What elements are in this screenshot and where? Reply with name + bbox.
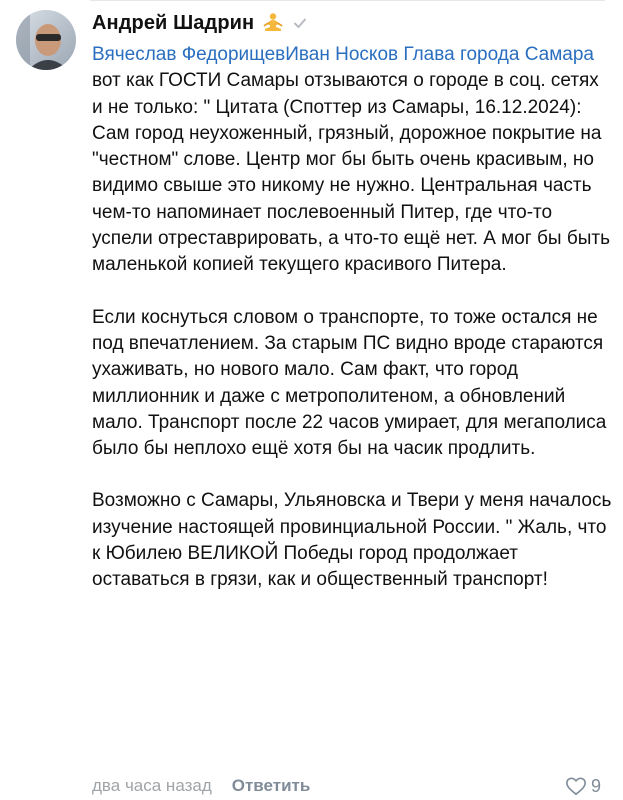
meditating-person-icon: [262, 12, 284, 34]
author-name[interactable]: Андрей Шадрин: [92, 11, 255, 34]
comment-text: [92, 42, 612, 594]
divider: [90, 0, 605, 1]
like-count: 9: [590, 775, 601, 796]
paragraph-1: [92, 42, 612, 279]
checkmark-icon: [292, 15, 308, 31]
like-button[interactable]: [565, 772, 601, 800]
reply-button[interactable]: Ответить: [231, 776, 311, 795]
comment-header: [92, 8, 308, 38]
paragraph-3: Возможно с Самары, Ульяновска и Твери у меня началось изучение настоящей провинциальной России. " Жаль, что к Юбилею ВЕЛИКОЙ Победы город продолжает оставаться в грязи, как и общественный транспорт!: [92, 490, 612, 591]
timestamp: два часа назад: [92, 776, 212, 795]
paragraph-text: Сам город неухоженный, грязный, дорожное покрытие на "честном" слове. Центр мог бы быть очень красивым, но видимо свыше это никому не нужно. Центральная часть чем-то напоминает послевоенный Питер, где что-то успели отреставрировать, а что-то ещё нет. А мог бы быть маленькой копией текущего красивого Питера.: [92, 122, 610, 276]
comment-footer: [92, 772, 605, 800]
mention-link[interactable]: Вячеслав Федорищев: [92, 44, 286, 65]
paragraph-text: вот как ГОСТИ Самары отзываются о городе в соц. сетях и не только: " Цитата (Споттер из Самары, 16.12.2024):: [92, 70, 599, 118]
heart-icon: [565, 776, 587, 796]
mention-link[interactable]: Иван Носков Глава города Самара: [285, 44, 594, 65]
paragraph-2: Если коснуться словом о транспорте, то тоже остался не под впечатлением. За старым ПС видно вроде стараются ухаживать, но нового мало. Сам факт, что город миллионник и даже с метрополитеном, а обновлений мало. Транспорт после 22 часов умирает, для мегаполиса было бы неплохо ещё хотя бы на часик продлить.: [92, 306, 607, 460]
avatar[interactable]: [16, 10, 76, 70]
